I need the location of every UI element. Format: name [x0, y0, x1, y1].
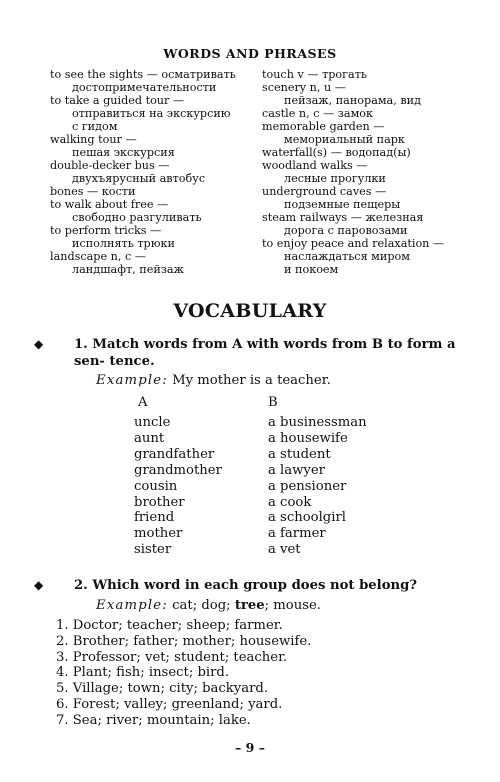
list-item: 6. Forest; valley; greenland; yard.: [56, 696, 283, 712]
list-item: a housewife: [268, 430, 348, 446]
diamond-bullet-icon: ◆: [34, 337, 44, 351]
phrase-text: steam railways — железная: [262, 211, 424, 224]
list-item: aunt: [134, 430, 165, 446]
task2-items: [56, 618, 311, 729]
phrase-entry: [50, 133, 255, 159]
vocabulary-heading: VOCABULARY: [173, 300, 327, 322]
column-b-list: [268, 415, 367, 558]
phrase-translation: дорога с паровозами: [284, 224, 408, 237]
column-a-list: [134, 415, 222, 558]
list-item: a lawyer: [268, 462, 325, 478]
phrase-translation: ландшафт, пейзаж: [72, 263, 184, 276]
list-item: a pensioner: [268, 478, 347, 494]
phrase-entry: [50, 68, 255, 94]
column-a-header: A: [138, 395, 148, 410]
list-item: a vet: [268, 542, 301, 558]
phrase-translation: с гидом: [72, 120, 118, 133]
phrase-translation: подземные пещеры: [284, 198, 401, 211]
phrase-translation: лесные прогулки: [284, 172, 386, 185]
phrase-entry: [262, 120, 467, 146]
task1-example: [96, 373, 331, 388]
diamond-bullet-icon: ◆: [34, 578, 44, 592]
list-item: brother: [134, 494, 185, 510]
phrase-entry: [50, 185, 255, 198]
list-item: friend: [134, 510, 175, 526]
phrase-text: to perform tricks —: [50, 224, 162, 237]
phrase-text: to take a guided tour —: [50, 94, 185, 107]
phrase-text: touch v — трогать: [262, 68, 367, 81]
phrase-translation: достопримечательности: [72, 81, 217, 94]
example-text: My mother is a teacher.: [172, 373, 331, 388]
phrase-entry: [262, 263, 467, 276]
phrase-text: bones — кости: [50, 185, 136, 198]
example-label: Example:: [96, 598, 168, 613]
list-item: 5. Village; town; city; backyard.: [56, 681, 269, 697]
phrases-left-column: [50, 68, 255, 276]
phrase-entry: [50, 250, 255, 276]
phrase-entry: [262, 146, 467, 159]
example-answer: tree: [234, 598, 265, 613]
phrase-entry: [50, 224, 255, 250]
column-b-header: B: [268, 395, 278, 410]
phrase-text: memorable garden —: [262, 120, 385, 133]
phrase-text: underground caves —: [262, 185, 387, 198]
words-and-phrases-title: WORDS AND PHRASES: [163, 46, 337, 61]
phrase-translation: и покоем: [284, 263, 339, 276]
phrase-entry: [262, 185, 467, 211]
list-item: 4. Plant; fish; insect; bird.: [56, 665, 230, 681]
phrase-text: walking tour —: [50, 133, 137, 146]
phrase-translation: мемориальный парк: [284, 133, 405, 146]
example-text: cat; dog;: [172, 598, 231, 613]
phrase-text: waterfall(s) — водопад(ы): [262, 146, 411, 159]
phrase-text: to see the sights — осматривать: [50, 68, 236, 81]
task2-title: 2. Which word in each group does not belong?: [74, 578, 418, 593]
list-item: 3. Professor; vet; student; teacher.: [56, 649, 288, 665]
phrase-entry: [262, 81, 467, 107]
example-label: Example:: [96, 373, 168, 388]
phrase-translation: наслаждаться миром: [284, 250, 410, 263]
phrase-entry: [262, 237, 467, 263]
phrase-translation: отправиться на экскурсию: [72, 107, 231, 120]
phrase-translation: двухъярусный автобус: [72, 172, 206, 185]
phrase-text: double-decker bus —: [50, 159, 170, 172]
list-item: grandmother: [134, 462, 222, 478]
task2-example: [96, 598, 321, 613]
list-item: a student: [268, 446, 331, 462]
list-item: 2. Brother; father; mother; housewife.: [56, 633, 312, 649]
list-item: sister: [134, 542, 172, 558]
phrase-entry: [262, 211, 467, 237]
phrase-text: to enjoy peace and relaxation —: [262, 237, 445, 250]
task1-title: 1. Match words from A with words from B to form a sen- tence.: [74, 337, 456, 369]
phrase-entry: [50, 198, 255, 224]
list-item: grandfather: [134, 446, 215, 462]
list-item: a cook: [268, 494, 312, 510]
phrase-text: landscape n, c —: [50, 250, 146, 263]
phrase-entry: [50, 120, 255, 133]
phrase-translation: пешая экскурсия: [72, 146, 175, 159]
phrase-text: woodland walks —: [262, 159, 368, 172]
list-item: cousin: [134, 478, 178, 494]
phrase-entry: [50, 94, 255, 120]
phrase-text: to walk about free —: [50, 198, 169, 211]
list-item: 7. Sea; river; mountain; lake.: [56, 712, 251, 728]
phrase-translation: исполнять трюки: [72, 237, 175, 250]
phrases-right-column: [262, 68, 467, 276]
phrase-translation: пейзаж, панорама, вид: [284, 94, 421, 107]
phrase-entry: [262, 159, 467, 185]
list-item: a farmer: [268, 526, 326, 542]
phrase-entry: [262, 107, 467, 120]
list-item: a businessman: [268, 415, 367, 430]
phrase-translation: свободно разгуливать: [72, 211, 202, 224]
example-text-end: ; mouse.: [264, 598, 321, 613]
phrase-text: scenery n, u —: [262, 81, 346, 94]
phrase-entry: [50, 159, 255, 185]
list-item: uncle: [134, 415, 171, 430]
phrase-entry: [262, 68, 467, 81]
list-item: mother: [134, 526, 183, 542]
list-item: 1. Doctor; teacher; sheep; farmer.: [56, 618, 283, 633]
page-number: – 9 –: [235, 740, 265, 755]
phrase-text: castle n, c — замок: [262, 107, 374, 120]
list-item: a schoolgirl: [268, 510, 346, 526]
